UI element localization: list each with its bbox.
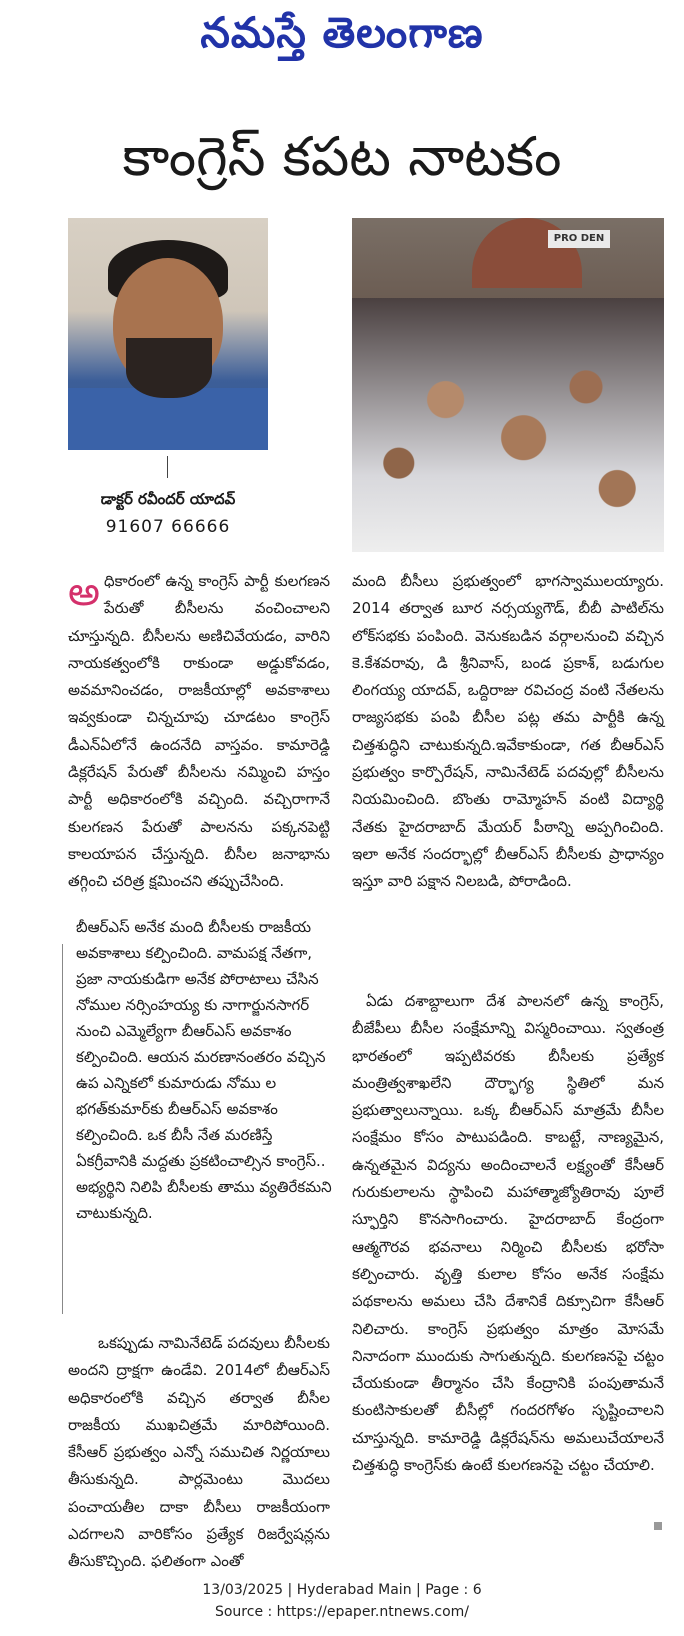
article-paragraph: మంది బీసీలు ప్రభుత్వంలో భాగస్వాములయ్యారు. 2014 తర్వాత బూర నర్సయ్యగౌడ్, బీబీ పాటిల్‌ను లోక్‌సభకు పంపింది. వెనుకబడిన వర్గాలనుంచి వచ్చిన కె.కేశవరావు, డి శ్రీనివాస్, బండ ప్రకాశ్, బడుగుల లింగయ్య యాదవ్, ఒద్దిరాజు రవిచంద్ర వంటి నేతలను రాజ్యసభకు పంపి బీసీల పట్ల తమ పార్టీకి ఉన్న చిత్తశుద్ధిని చాటుకున్నది.ఇవేకాకుండా, గత బీఆర్ఎస్ ప్రభుత్వం కార్పొరేషన్, నామినేటెడ్ పదవుల్లో బీసీలను నియమించింది. బొంతు రామ్మోహన్ వంటి విద్యార్థి నేతకు హైదరాబాద్ మేయర్ పీఠాన్ని అప్పగించింది. ఇలా అనేక సందర్భాల్లో బీఆర్ఎస్ బీసీలకు ప్రాధాన్యం ఇస్తూ వారి పక్షాన నిలబడి, పోరాడింది. (352, 572, 664, 891)
article-paragraph: ఒకప్పుడు నామినేటెడ్ పదవులు బీసీలకు అందని ద్రాక్షగా ఉండేవి. 2014లో బీఆర్ఎస్ అధికారంలోకి వచ్చిన తర్వాత బీసీల రాజకీయ ముఖచిత్రమే మారిపోయింది. కేసీఆర్ ప్రభుత్వం ఎన్నో సముచిత నిర్ణయాలు తీసుకున్నది. పార్లమెంటు మొదలు పంచాయతీల దాకా బీసీలు రాజకీయంగా ఎదగాలని వారికోసం ప్రత్యేక రిజర్వేషన్లను తీసుకొచ్చింది. ఫలితంగా ఎంతో (68, 1334, 330, 1571)
article-column-right-bottom (352, 988, 664, 1479)
footer-date-line: 13/03/2025 | Hyderabad Main | Page : 6 (202, 1582, 482, 1598)
author-name: డాక్టర్ రవీందర్ యాదవ్ (100, 490, 236, 508)
author-photo (68, 218, 268, 450)
author-phone: 91607 66666 (105, 517, 231, 537)
masthead-logo: నమస్తే తెలంగాణ (200, 8, 484, 57)
footer-source-link[interactable]: Source : https://epaper.ntnews.com/ (214, 1604, 470, 1620)
pull-quote-text: బీఆర్ఎస్ అనేక మంది బీసీలకు రాజకీయ అవకాశాలు కల్పించింది. వామపక్ష నేతగా, ప్రజా నాయకుడిగా అనేక పోరాటాలు చేసిన నోముల నర్సింహయ్య కు నాగార్జునసాగర్ నుంచి ఎమ్మెల్యేగా బీఆర్ఎస్ అవకాశం కల్పించింది. ఆయన మరణానంతరం వచ్చిన ఉప ఎన్నికలో కుమారుడు నోము ల భగత్‌కుమార్‌కు బీఆర్ఎస్ అవకాశం కల్పించింది. ఒక బీసీ నేత మరణిస్తే ఏకగ్రీవానికి మద్దతు ప్రకటించాల్సిన కాంగ్రెస్.. అభ్యర్థిని నిలిపి బీసీలకు తాము వ్యతిరేకమని చాటుకున్నది. (76, 918, 332, 1222)
pull-quote-bar (62, 944, 63, 1314)
article-headline: కాంగ్రెస్ కపట నాటకం (122, 125, 562, 188)
end-mark (654, 1522, 662, 1530)
protest-photo-sign: PRO DEN (548, 230, 610, 248)
article-paragraph: ఏడు దశాబ్దాలుగా దేశ పాలనలో ఉన్న కాంగ్రెస్, బీజేపీలు బీసీల సంక్షేమాన్ని విస్మరించాయి. స్వతంత్ర భారతంలో ఇప్పటివరకు బీసీలకు ప్రత్యేక మంత్రిత్వశాఖలేని దౌర్భాగ్య స్థితిలో మన ప్రభుత్వాలున్నాయి. ఒక్క బీఆర్ఎస్ మాత్రమే బీసీల సంక్షేమం కోసం పాటుపడింది. కాబట్టే, నాణ్యమైన, ఉన్నతమైన విద్యను అందించాలనే లక్ష్యంతో కేసీఆర్ గురుకులాలను స్థాపించి మహాత్మాజ్యోతిరావు పూలే స్ఫూర్తిని కొనసాగించారు. హైదరాబాద్ కేంద్రంగా ఆత్మగౌరవ భవనాలు నిర్మించి బీసీలకు భరోసా కల్పించారు. వృత్తి కులాల కోసం అనేక సంక్షేమ పథకాలను అమలు చేసి దేశానికే దిక్సూచిగా కేసీఆర్ నిలిచారు. కాంగ్రెస్ ప్రభుత్వం మాత్రం మోసమే నినాదంగా ముందుకు సాగుతున్నది. కులగణనపై చట్టం చేయకుండా తీర్మానం చేసి కేంద్రానికి పంపుతామనే కుంటిసాకులతో బీసీల్లో గందరగోళం సృష్టించాలని చూస్తున్నది. కామారెడ్డి డిక్లరేషన్‌ను అమలుచేయాలనే చిత్తశుద్ధి కాంగ్రెస్‌కు ఉంటే కులగణనపై చట్టం చేయాలి. (352, 992, 664, 1475)
article-column-left-top (68, 568, 330, 896)
pull-quote (76, 914, 334, 1226)
drop-cap: అ (68, 569, 100, 615)
protest-photo-building (472, 218, 582, 288)
protest-photo (352, 218, 664, 552)
article-column-left-bottom (68, 1330, 330, 1576)
article-column-right-top (352, 568, 664, 896)
author-divider (167, 456, 168, 478)
author-photo-beard (126, 338, 212, 398)
article-paragraph: ధికారంలో ఉన్న కాంగ్రెస్ పార్టీ కులగణన పేరుతో బీసీలను వంచించాలని చూస్తున్నది. బీసీలను అణిచివేయడం, వారిని నాయకత్వంలోకి రాకుండా అడ్డుకోవడం, అవమానించడం, రాజకీయాల్లో అవకాశాలు ఇవ్వకుండా చిన్నచూపు చూడటం కాంగ్రెస్ డీఎన్ఏలోనే ఉందనేది వాస్తవం. కామారెడ్డి డిక్లరేషన్ పేరుతో బీసీలను నమ్మించి హస్తం పార్టీ అధికారంలోకి వచ్చింది. వచ్చిరాగానే కులగణన పేరుతో పాలనను పక్కనపెట్టి కాలయాపన చేస్తున్నది. బీసీల జనాభాను తగ్గించి చరిత్ర క్షమించని తప్పుచేసింది. (68, 572, 330, 891)
protest-photo-crowd (352, 298, 664, 552)
